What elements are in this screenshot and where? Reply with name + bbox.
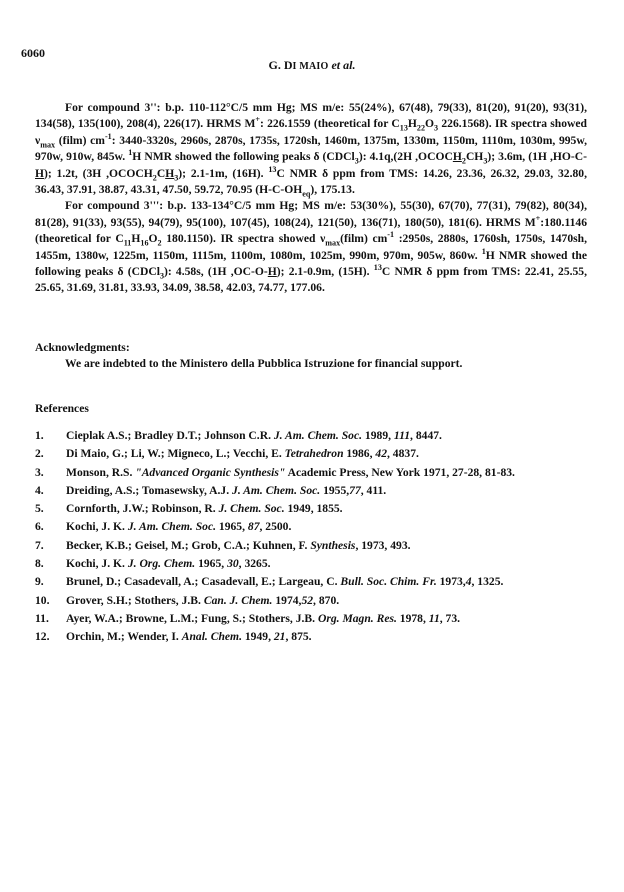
running-header xyxy=(0,58,624,73)
reference-text: Cornforth, J.W.; Robinson, R. J. Chem. Soc. 1949, 1855. xyxy=(66,502,343,516)
reference-list xyxy=(35,429,595,649)
reference-number: 11. xyxy=(35,611,49,625)
reference-text: Di Maio, G.; Li, W.; Migneco, L.; Vecchi, E. Tetrahedron 1986, 42, 4837. xyxy=(66,447,419,461)
reference-text: Cieplak A.S.; Bradley D.T.; Johnson C.R. J. Am. Chem. Soc. 1989, 111, 8447. xyxy=(66,429,442,442)
reference-item xyxy=(35,539,595,557)
reference-number: 1. xyxy=(35,429,44,442)
et-al: et al. xyxy=(331,58,356,72)
reference-text: Dreiding, A.S.; Tomasewsky, A.J. J. Am. Chem. Soc. 1955,77, 411. xyxy=(66,483,387,497)
reference-number: 3. xyxy=(35,465,44,479)
compound-3-triple-prime-paragraph: For compound 3''': b.p. 133-134°C/5 mm Hg; MS m/e: 53(30%), 55(30), 67(70), 77(31), 79(82), 80(34), 81(28), 91(33), 93(55), 94(79), 95(100), 107(45), 108(24), 121(50), 136(71), 180(50), 181(6). HRMS M+:180.1146 (theoretical for $C_{11}H_{16}O_2$ 180.1150). IR spectra showed $\nu_{max}(film)$ $cm^{-1}$ :2950s, 2880s, 1760sh, 1750s, 1470sh, 1455m, 1380w, 1225m, 1150m, 1115m, 1100m, 1080m, 1025m, 990m, 970m, 905w, 860w. $^1$H NMR showed the following peaks δ (CDCl$_3$): 4.58s, (1H ,OC-O-H); 2.1-0.9m, (15H). $^{13}$C NMR δ ppm from TMS: 22.41, 25.55, 25.65, 31.69, 31.81, 33.93, 34.09, 38.58, 42.03, 74.77, 177.06. xyxy=(35,199,588,295)
reference-number: 6. xyxy=(35,520,44,534)
experimental-text xyxy=(35,100,587,297)
reference-number: 9. xyxy=(35,575,44,589)
page-number: 6060 xyxy=(21,46,45,60)
reference-text: Kochi, J. K. J. Org. Chem. 1965, 30, 3265. xyxy=(66,557,271,571)
author-surname: I MAIO xyxy=(292,61,329,72)
reference-text: Ayer, W.A.; Browne, L.M.; Fung, S.; Stothers, J.B. Org. Magn. Res. 1978, 11, 73. xyxy=(66,611,461,625)
references-heading: References xyxy=(35,402,89,415)
compound-3-double-prime-paragraph: For compound 3'': b.p. 110-112°C/5 mm Hg; MS m/e: 55(24%), 67(48), 79(33), 81(20), 91(20), 93(31), 134(58), 135(100), 208(4), 226(17). HRMS M+: 226.1559 (theoretical for $C_{13}H_{22}O_3$ 226.1568). IR spectra showed $\nu_{max}$ (film) $cm^{-1}$: 3440-3320s, 2960s, 2870s, 1735s, 1720sh, 1460m, 1375m, 1330m, 1150m, 1110m, 1030m, 995w, 970w, 910w, 845w. $^1$H NMR showed the following peaks δ (CDCl$_3$): 4.1q,(2H $,OCOCH_2CH_3$); 3.6m, (1H ,HO-C-H); 1.2t, (3H $,OCOCH_2CH_3$); 2.1-1m, (16H). $^{13}$C NMR δ ppm from TMS: 14.26, 23.36, 26.32, 29.03, 32.80, 36.43, 37.91, 38.87, 43.31, 47.50, 59.72, 70.95 $(H-C-OH_{eq})$, 175.13. xyxy=(35,101,588,199)
reference-item xyxy=(35,447,595,465)
reference-number: 12. xyxy=(35,630,50,644)
reference-number: 7. xyxy=(35,538,44,552)
reference-item xyxy=(35,630,595,648)
reference-item xyxy=(35,520,595,538)
reference-text: Orchin, M.; Wender, I. Anal. Chem. 1949, 21, 875. xyxy=(66,630,312,644)
author-initial: G. D xyxy=(268,58,293,72)
reference-text: Monson, R.S. "Advanced Organic Synthesis" Academic Press, New York 1971, 27-28, 81-83. xyxy=(66,465,515,479)
reference-item xyxy=(35,594,595,612)
reference-item xyxy=(35,429,595,447)
reference-item xyxy=(35,484,595,502)
reference-item xyxy=(35,575,595,593)
reference-item xyxy=(35,502,595,520)
reference-item xyxy=(35,557,595,575)
acknowledgments-text: We are indebted to the Ministero della Pubblica Istruzione for financial support. xyxy=(65,357,463,370)
reference-item xyxy=(35,466,595,484)
reference-number: 5. xyxy=(35,502,44,516)
reference-text: Kochi, J. K. J. Am. Chem. Soc. 1965, 87, 2500. xyxy=(66,520,292,534)
reference-text: Grover, S.H.; Stothers, J.B. Can. J. Chem. 1974,52, 870. xyxy=(66,593,340,607)
reference-number: 2. xyxy=(35,447,44,461)
reference-number: 8. xyxy=(35,557,44,571)
reference-text: Becker, K.B.; Geisel, M.; Grob, C.A.; Kuhnen, F. Synthesis, 1973, 493. xyxy=(66,538,411,552)
reference-item xyxy=(35,612,595,630)
reference-number: 4. xyxy=(35,483,44,497)
reference-number: 10. xyxy=(35,593,50,607)
acknowledgments-heading: Acknowledgments: xyxy=(35,341,130,354)
reference-text: Brunel, D.; Casadevall, A.; Casadevall, E.; Largeau, C. Bull. Soc. Chim. Fr. 1973,4, 1325. xyxy=(66,575,504,589)
